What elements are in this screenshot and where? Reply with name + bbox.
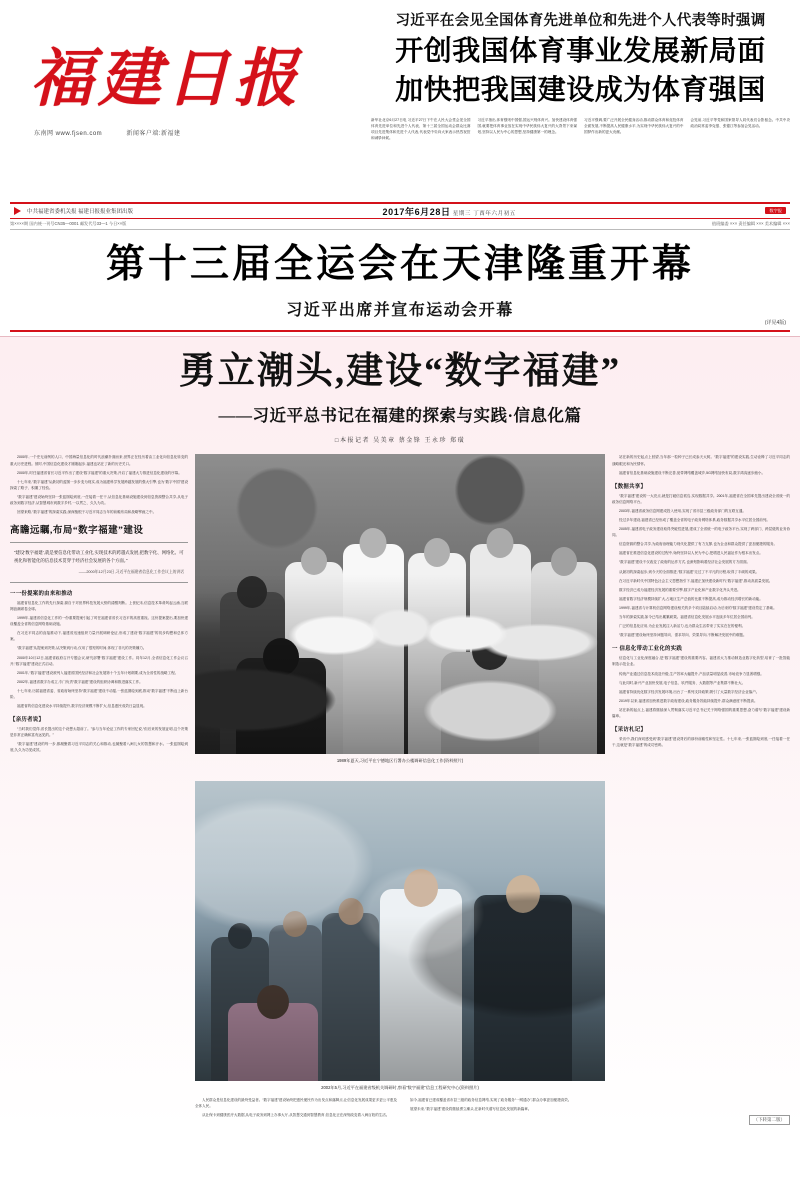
pullquote xyxy=(10,542,188,583)
figure xyxy=(211,937,268,1081)
paragraph: “数字福建”建设始终坚持一张蓝图绘到底,一任接着一任干,从信息化基础设施建设到信息资源整合共享,从电子政务到数字经济,从智慧城市到数字乡村,一以贯之、久久为功。 xyxy=(10,494,188,505)
figure-head xyxy=(487,528,514,558)
section-subhead-small: 【亲历者说】 xyxy=(10,717,45,724)
paragraph: 从最初的探索起步,到今天的全面推进,“数字福建”走过了不平凡的历程,取得了丰硕的成果。 xyxy=(619,569,760,574)
figure-head xyxy=(472,632,508,670)
banner-headline: 第十三届全运会在天津隆重开幕 xyxy=(105,243,694,286)
paragraph: 2000年,时任福建省省长习近平作出了建设“数字福建”的重大决策,开启了福建大力推进信息化建设的序幕。 xyxy=(17,470,182,475)
paragraph: 与此同时,新兴产业加快发展,电子信息、软件服务、大数据等产业集群不断壮大。 xyxy=(619,680,746,685)
figure-head xyxy=(338,898,363,925)
dateline-bar xyxy=(10,204,790,219)
masthead-links xyxy=(10,112,365,137)
paragraph: 2019年以来,福建省加快推进数字政府建设,政务服务效能持续提升,群众满意度不断提高。 xyxy=(619,698,758,703)
photo-caption: 2002年5月,习近平在福建省级机关调研时,察看“数字福建”信息工程研究中心(资料照片) xyxy=(321,1084,479,1090)
paragraph: 2003年,福建省政务信息网建成投入使用,实现了省市县三级政务部门的互联互通。 xyxy=(619,508,746,513)
feature-section xyxy=(0,336,800,1129)
figure xyxy=(531,562,597,754)
paragraph: 福建省数字经济规模持续扩大,占地区生产总值的比重不断提高,成为推动经济增长的新动能。 xyxy=(619,596,763,601)
masthead-rule xyxy=(10,202,790,204)
figure-head xyxy=(263,638,299,676)
paragraph: 数字经济已成为福建经济发展的重要引擎,数字产业化和产业数字化齐头并进。 xyxy=(619,587,741,592)
figure-head xyxy=(506,875,540,913)
triangle-icon xyxy=(14,207,21,215)
figure xyxy=(343,544,405,754)
paragraph: 福建省的信息化建设水平持续提升,数字经济规模不断扩大,信息惠民成效日益显现。 xyxy=(17,704,147,709)
paragraph: 福建省在推进信息化建设的过程中,始终坚持以人民为中心,把增进人民福祉作为根本出发点。 xyxy=(619,551,763,556)
figure-head xyxy=(257,985,289,1019)
feature-byline: □本报记者 吴美章 蔡金锋 王永珍 郑璜 xyxy=(334,438,466,445)
lead-col-1 xyxy=(371,118,471,142)
figure xyxy=(408,553,465,754)
figure-seated xyxy=(228,1003,318,1081)
color-photo-control-room xyxy=(195,781,605,1081)
section-subhead-small: 【数据共享】 xyxy=(612,483,647,490)
section-subhead: 高瞻远瞩,布局“数字福建”建设 xyxy=(10,526,144,537)
paragraph: 十七年来,“数字福建”从最初的蓝图一步步变为现实,成为福建科学发展跨越发展的强大引擎,也为“数字中国”建设探索了路子、积累了经验。 xyxy=(10,479,188,490)
figure-right xyxy=(474,895,572,1081)
website-label[interactable]: 东南网 www.fjsen.com xyxy=(34,131,103,138)
banner-subhead: 习近平出席并宣布运动会开幕 xyxy=(286,301,514,319)
paragraph: 传统产业通过信息技术改造升级,生产效率大幅提升,产品质量明显改善,市场竞争力显著增强。 xyxy=(619,671,764,676)
paragraph: 福建省信息化基础设施建设不断完善,宽带网络覆盖城乡,5G网络加快布局,数字鸿沟逐步缩小。 xyxy=(619,470,766,475)
paragraph: 从社保卡到健康医疗大数据,从电子政务到网上办事大厅,从智慧交通到智慧教育,信息化正在深刻改变着八闽百姓的生活。 xyxy=(202,1113,390,1118)
dateline-center xyxy=(143,205,755,218)
lunar-date: 丁酉年六月初五 xyxy=(473,210,516,217)
masthead-left xyxy=(10,8,365,196)
paragraph: 福建省信息化工作的先行探索,源自于对世界科技发展大势的清醒判断。上世纪末,信息技术革命风起云涌,互联网浪潮席卷全球。 xyxy=(10,600,188,611)
figure xyxy=(470,544,532,754)
feature-subhead: ——习近平总书记在福建的探索与实践·信息化篇 xyxy=(218,406,582,426)
section-subhead-small: 一 信息化带动工业化的实践 xyxy=(612,646,683,653)
paragraph: “数字福建”建设始终坚持问题导向、需求导向、效果导向,不断解决发展中的难题。 xyxy=(619,633,747,638)
issue-number-left: 第××××期 国内统一刊号CN35—0001 邮发代号33—1 今日××版 xyxy=(10,221,127,226)
top-story-lead xyxy=(371,118,790,142)
paragraph: 2000年10月12日,福建省政府召开专题会议,研究部署“数字福建”建设工作。同年12月,全省信息化工作会议召开,“数字福建”建设正式启动。 xyxy=(10,655,188,666)
article-column-left xyxy=(10,454,188,1121)
figure xyxy=(220,592,286,754)
weekday: 星期三 xyxy=(452,210,472,217)
paragraph: “数字福建”从提案到决策,从决策到行动,仅用了很短的时间,体现了非凡的决策魄力。 xyxy=(17,646,147,651)
feature-headline: 勇立潮头,建设“数字福建” xyxy=(178,350,622,392)
jump-note: （下转第二版） xyxy=(749,1115,791,1125)
photo-figures xyxy=(195,454,605,754)
paragraph: 十七年来,历届福建省委、省政府始终坚持“数字福建”建设不动摇,一张蓝图绘到底,推动“数字福建”不断迈上新台阶。 xyxy=(10,688,188,699)
paragraph: 在习近平新时代中国特色社会主义思想指引下,福建正加快建设新时代“数字福建”,推动高质量发展。 xyxy=(619,578,773,583)
article-body-grid xyxy=(10,454,790,1129)
lead-paragraph: 习近平指出,体育强则中国强,国运兴则体育兴。加快建设体育强国,就要把体育事业放在实现中华民族伟大复兴的大背景下来谋划,坚持以人民为中心的思想,坚持健康第一的理念。 xyxy=(477,118,577,135)
figure-head xyxy=(424,538,450,567)
banner-jump-note: (详见4版) xyxy=(764,319,786,326)
figure-head xyxy=(404,869,438,907)
lead-col-4 xyxy=(691,118,791,142)
newspaper-nameplate: 福建日报 xyxy=(30,44,302,114)
paragraph: 福建省持续优化数字经济发展环境,出台了一系列支持政策,吸引了大量数字经济企业落户。 xyxy=(619,689,760,694)
figure xyxy=(285,562,342,754)
paragraph: 展望未来,“数字福建”建设将继续勇立潮头,在新时代谱写信息化发展的新篇章。 xyxy=(410,1107,532,1112)
paragraph: 在习近平同志的直接推动下,福建省迅速组织力量开展调研论证,形成了建设“数字福建”的初步构想和总体方案。 xyxy=(10,631,188,642)
figure-head xyxy=(228,923,252,949)
lead-paragraph: 习近平强调,要广泛开展全民健身活动,推动群众体育和竞技体育全面发展,不断提高人民健康水平,为实现中华民族伟大复兴的中国梦作出新的更大贡献。 xyxy=(584,118,684,135)
masthead-right xyxy=(365,8,790,196)
app-label[interactable]: 新闻客户端:新福建 xyxy=(126,131,181,138)
figure-seated xyxy=(236,658,326,754)
issue-date: 2017年6月28日 xyxy=(382,206,451,217)
figure-head xyxy=(237,576,267,608)
top-story-headline-line2: 加快把我国建设成为体育强国 xyxy=(395,75,766,107)
lead-paragraph: 新华社北京6月27日电 习近平27日下午在人民大会堂会见全国体育先进单位和先进个人代表、第十三届全国运动会群众比赛项目先进集体和先进个人代表,代表党中央向大家表示热烈祝贺和诚挚问候。 xyxy=(371,118,471,141)
publisher-label: 中共福建省委机关报 福建日报报业集团出版 xyxy=(27,209,134,215)
paragraph: 2000年,一个史无前例的人口、中国海量信息化的时代浪潮扑面而来,世界正在经历着由工业化向信息化转变的重大历史进程。彼时,中国信息化建设才刚刚起步,福建也站在了新的历史关口。 xyxy=(10,455,188,466)
figure-head xyxy=(360,528,387,558)
figure-head xyxy=(283,911,307,937)
issue-meta-bar xyxy=(10,221,790,230)
paragraph: 如今,福建省已建成覆盖省市县三级的政务信息网络,实现了政务服务“一网通办”,群众办事更加便捷高效。 xyxy=(410,1098,572,1103)
pullquote-text: “建设‘数字福建’,就是要信息化带动工业化,实现技术的跨越式发展,把数字化、网络化、可视化和智能化的信息技术贯穿于经济社会发展的各个方面。” xyxy=(14,550,184,564)
section-subhead-small: 一一份提案的由来和推动 xyxy=(10,590,73,597)
paragraph: 广泛的信息化应用,为企业发展注入新活力,也为群众生活带来了实实在在的便利。 xyxy=(619,624,746,629)
masthead xyxy=(0,0,800,196)
top-story-headline-line1: 开创我国体育事业发展新局面 xyxy=(395,36,766,68)
figure xyxy=(269,925,322,1081)
paragraph: 2005年,福建省电子政务建设取得突破性进展,建成了全省统一的电子政务平台,实现了跨部门、跨层级的业务协同。 xyxy=(612,527,790,538)
article-column-middle xyxy=(195,454,605,1121)
lead-col-3 xyxy=(584,118,684,142)
paragraph: 经过多年建设,福建省已经形成了覆盖全省的电子政务网络体系,政务数据共享水平位居全国前列。 xyxy=(619,518,770,522)
dateline-left xyxy=(14,207,133,215)
paragraph: “数字福建”建设不仅改变了政府的运作方式,也深刻影响着经济社会发展的方方面面。 xyxy=(619,560,751,565)
figure-head xyxy=(551,547,577,576)
lead-paragraph: 会见前,习近平等党和国家领导人同代表们合影留念。中共中央政治局常委李克强、张德江等参加会见活动。 xyxy=(690,118,790,129)
paragraph: “当时我们觉得,省长提出的这个设想太超前了。”参与当年论证工作的专家回忆说,“但后来的发展证明,这个决策是非常正确和富有远见的。” xyxy=(10,727,188,738)
top-story-kicker: 习近平在会见全国体育先进单位和先进个人代表等时强调 xyxy=(395,13,766,29)
article-column-right xyxy=(612,454,790,1121)
paragraph: 信息资源的整合共享,为政府治理能力现代化提供了有力支撑,也为企业和群众提供了更加便捷的服务。 xyxy=(619,542,778,547)
paragraph: 当年的探索实践,如今已结出累累硕果。福建省信息化发展水平连续多年位居全国前列。 xyxy=(619,615,755,620)
photo-caption: 1989年夏天,习近平在宁德地区行署办公楼调研信息化工作(资料照片) xyxy=(336,758,464,764)
paragraph: 1999年,福建省信息化工作的一份重要提案引起了时任福建省省长习近平的高度重视。这份提案提出,要加快建设覆盖全省的信息网络基础设施。 xyxy=(10,616,188,627)
paragraph: 2001年,“数字福建”建设被列入福建省国民经济和社会发展第十个五年计划纲要,成为全省性的战略工程。 xyxy=(17,670,179,675)
pullquote-attribution: ——2000年12月23日,习近平在福建省信息化工作会议上的讲话 xyxy=(78,570,184,575)
figure xyxy=(322,913,379,1081)
figure-head xyxy=(301,547,327,575)
bw-photo-office-visit xyxy=(195,454,605,754)
badge-label: 数字报 xyxy=(765,207,786,214)
banner-story xyxy=(10,230,790,332)
lead-col-2 xyxy=(478,118,578,142)
issue-editors-right: 值班编委 ××× 责任编辑 ××× 美术编辑 ××× xyxy=(711,221,790,226)
paragraph: 1999年,福建省与计算机信息网络建设相关的多个项目陆续启动,为后来的“数字福建”建设奠定了基础。 xyxy=(619,605,777,610)
photo-figures xyxy=(195,781,605,1081)
paragraph: 人民群众是信息化建设的最终受益者。“数字福建”建设始终把惠民便民作为出发点和落脚点,让信息化发展成果更多更公平惠及全体人民。 xyxy=(195,1098,397,1109)
paragraph: 采访中,我们深切感受到“数字福建”建设背后的那份前瞻性和坚定性。十七年来,一张蓝图绘到底,一任接着一任干,这就是“数字福建”的成功密码。 xyxy=(612,737,790,748)
paragraph: “数字福建”建设的每一步,都凝聚着习近平同志的关心和推动,也凝聚着八闽儿女的智慧和汗水。一张蓝图绘到底,久久为功见成效。 xyxy=(10,742,188,753)
middle-bottom-text xyxy=(195,1097,605,1121)
figure-center xyxy=(380,889,462,1081)
badge-digital-paper[interactable] xyxy=(765,208,786,214)
paragraph: 站在新的起点上,福建将继续深入贯彻落实习近平总书记关于网络强国的重要思想,奋力谱写“数字福建”建设新篇章。 xyxy=(612,707,790,718)
paragraph: 2002年,福建省数字办成立,专门负责“数字福建”建设的组织协调和推进落实工作。 xyxy=(17,679,143,684)
paragraph: “数字福建”建设的一大亮点,就是打破信息孤岛,实现数据共享。2001年,福建省在全国率先提出建设全省统一的政务信息网络平台。 xyxy=(612,493,790,504)
figure-seated xyxy=(441,652,539,754)
paragraph: 信息化与工业化深度融合,是“数字福建”建设的重要内容。福建省大力推动制造业数字化转型,培育了一批智能制造示范企业。 xyxy=(612,656,790,667)
paragraph: 回望来路,“数字福建”的探索实践,深深植根于习近平同志当年的前瞻布局和战略擘画之中。 xyxy=(17,510,157,515)
section-subhead-small: 【采访札记】 xyxy=(612,727,647,734)
paragraph: 站在新的历史起点上回望,当年那一粒种子已长成参天大树。“数字福建”的建设实践,生动诠释了习近平同志的战略眼光和为民情怀。 xyxy=(612,455,790,466)
